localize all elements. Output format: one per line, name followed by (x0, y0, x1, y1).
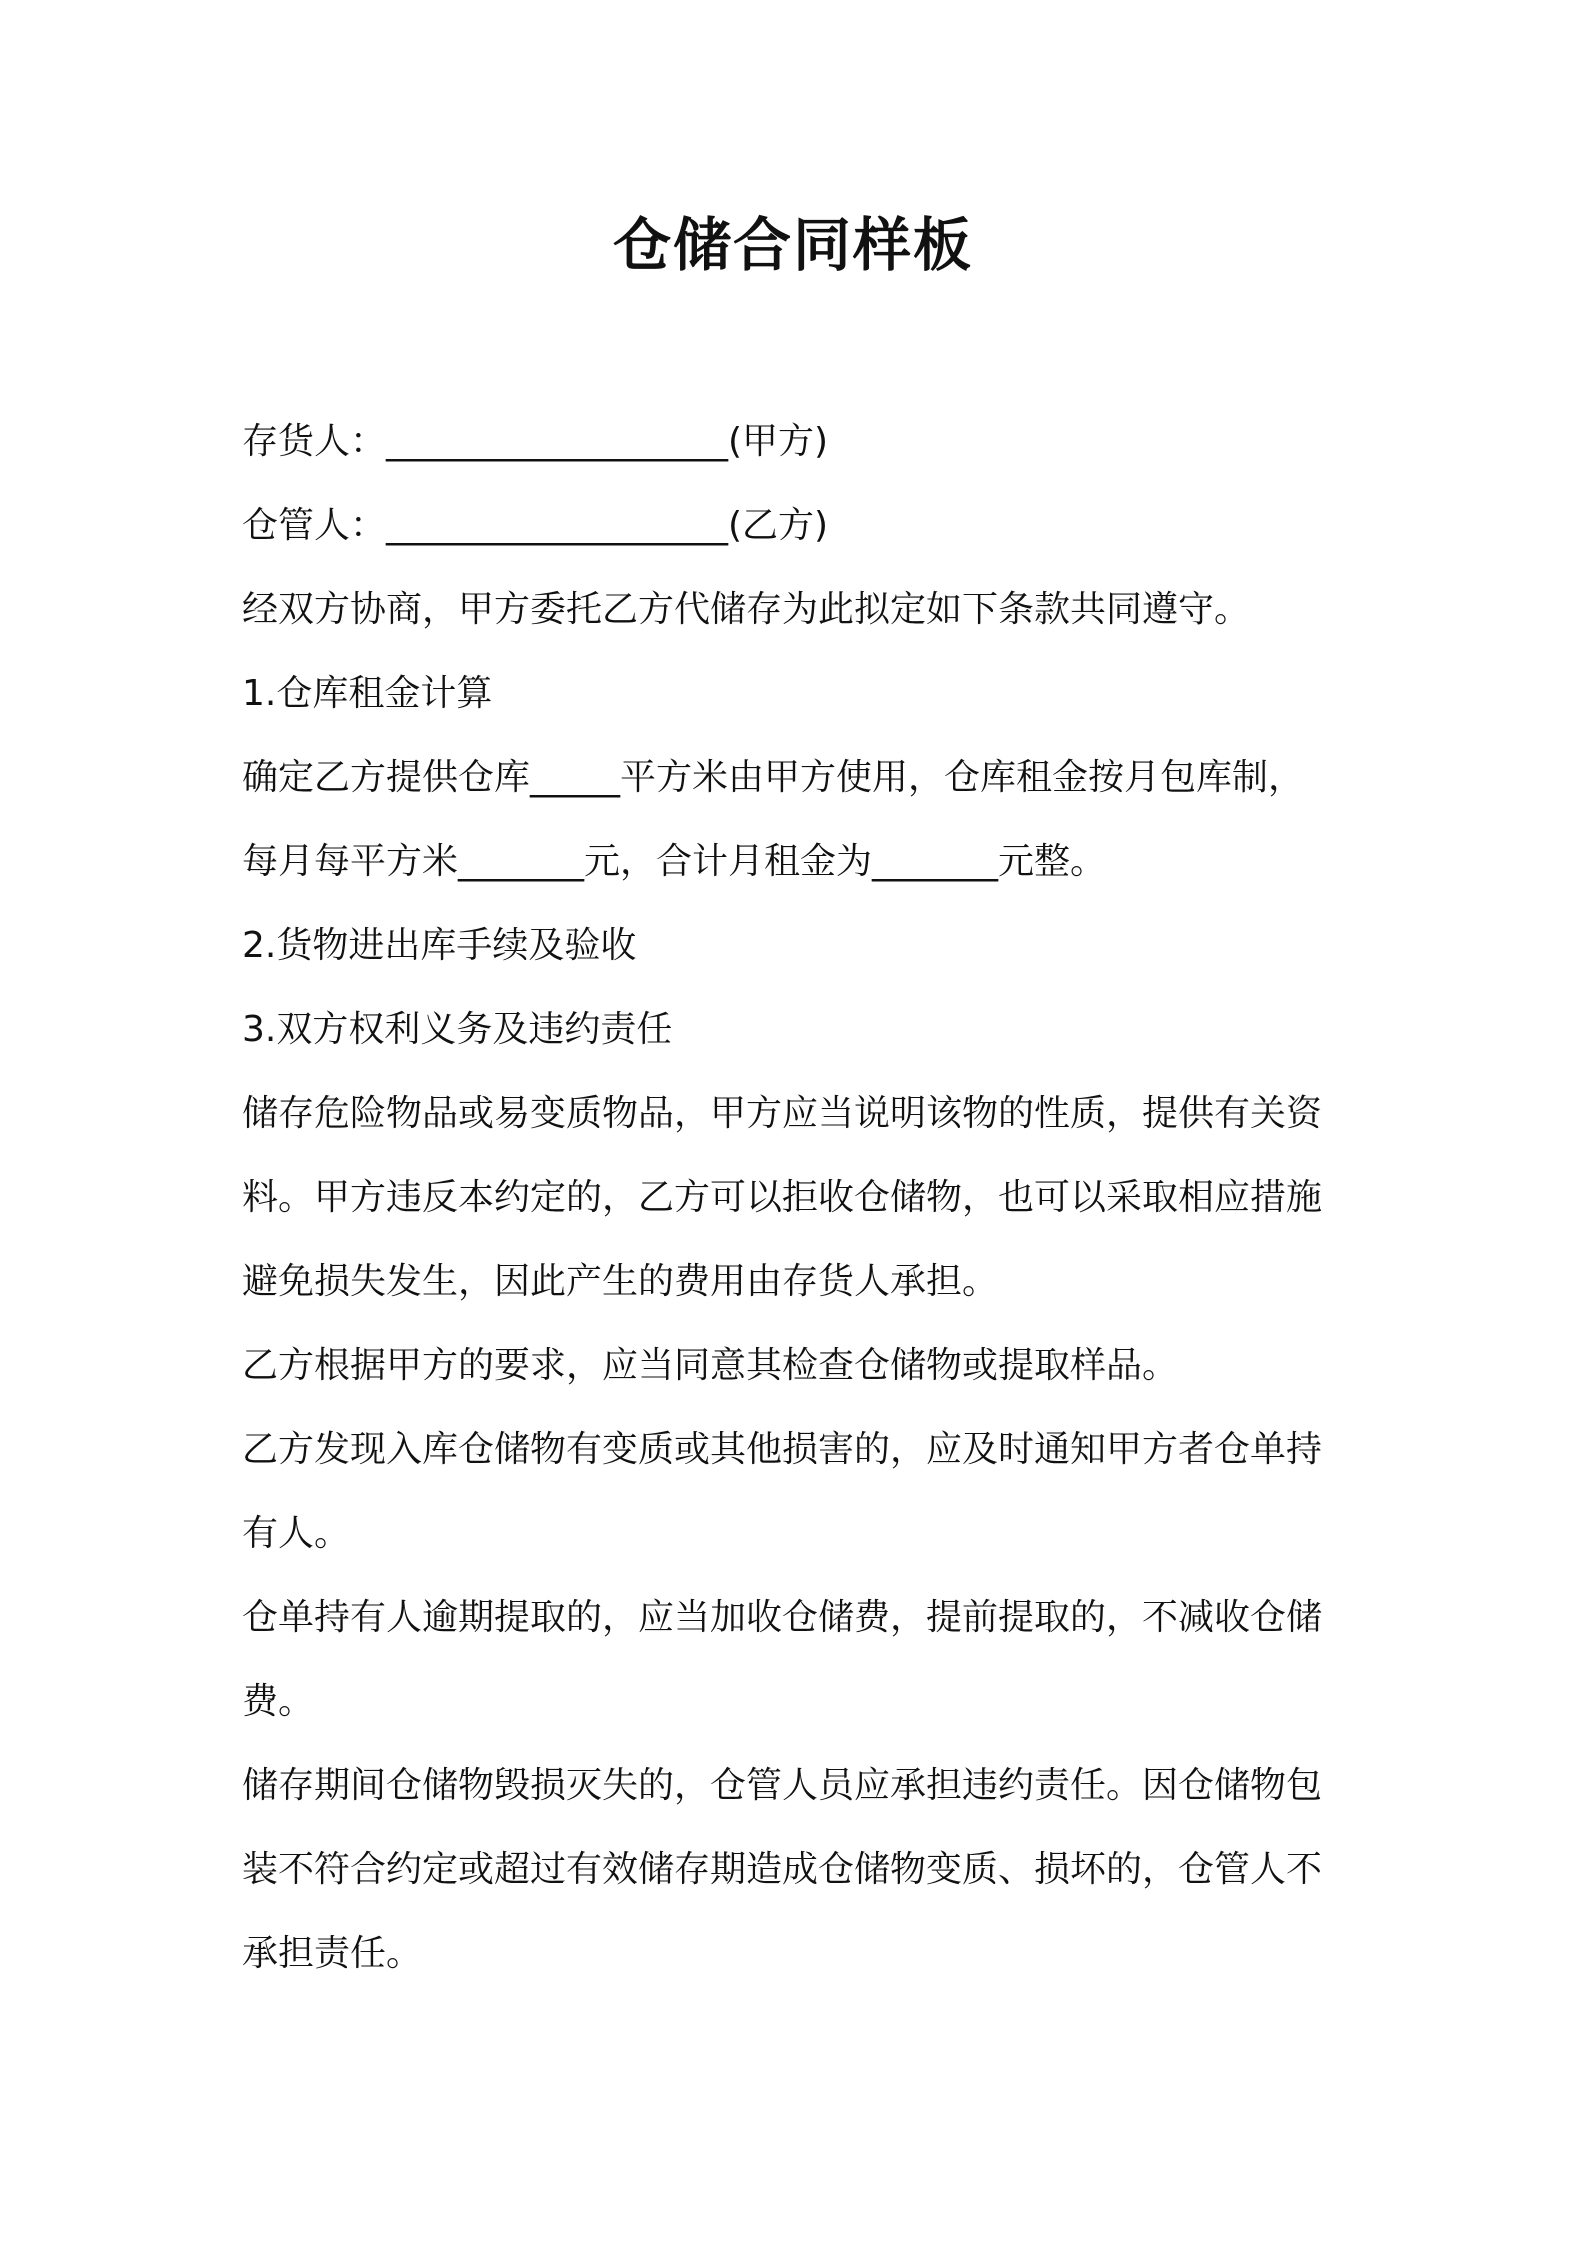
paragraph-line: 装不符合约定或超过有效储存期造成仓储物变质、损坏的，仓管人不 (242, 1849, 1323, 1890)
paragraph-line: 乙方发现入库仓储物有变质或其他损害的，应及时通知甲方者仓单持 (242, 1429, 1323, 1470)
document-title: 仓储合同样板 (612, 211, 973, 279)
section-3-heading: 3.双方权利义务及违约责任 (242, 1009, 673, 1050)
paragraph-line: 乙方根据甲方的要求，应当同意其检查仓储物或提取样品。 (242, 1345, 1179, 1386)
paragraph-line: 仓单持有人逾期提取的，应当加收仓储费，提前提取的，不减收仓储 (242, 1597, 1323, 1638)
depositor-line (242, 400, 1362, 484)
section-3-paragraph-4 (242, 1576, 1362, 1744)
section-1-line-2: 每月每平方米_______元，合计月租金为_______元整。 (242, 841, 1107, 882)
keeper-role: (乙方) (728, 505, 829, 546)
keeper-label: 仓管人： (242, 505, 387, 546)
depositor-label: 存货人： (242, 421, 387, 462)
section-2-heading: 2.货物进出库手续及验收 (242, 925, 637, 966)
paragraph-line: 费。 (242, 1681, 315, 1722)
paragraph-line: 储存期间仓储物毁损灭失的，仓管人员应承担违约责任。因仓储物包 (242, 1765, 1323, 1806)
document-body (242, 400, 1362, 1996)
section-3-paragraph-3 (242, 1408, 1362, 1576)
paragraph-line: 避免损失发生，因此产生的费用由存货人承担。 (242, 1261, 999, 1302)
paragraph-line: 承担责任。 (242, 1933, 423, 1974)
intro-paragraph: 经双方协商，甲方委托乙方代储存为此拟定如下条款共同遵守。 (242, 589, 1251, 630)
keeper-blank: ___________________ (386, 505, 729, 546)
section-3-paragraph-5 (242, 1744, 1362, 1996)
depositor-blank: ___________________ (386, 421, 729, 462)
section-1-heading: 1.仓库租金计算 (242, 673, 493, 714)
section-1-line-1: 确定乙方提供仓库_____平方米由甲方使用，仓库租金按月包库制， (242, 757, 1305, 798)
paragraph-line: 储存危险物品或易变质物品，甲方应当说明该物的性质，提供有关资 (242, 1093, 1323, 1134)
keeper-line (242, 484, 1362, 568)
section-3-paragraph-1 (242, 1072, 1362, 1324)
paragraph-line: 有人。 (242, 1513, 351, 1554)
depositor-role: (甲方) (728, 421, 829, 462)
section-3-paragraph-2 (242, 1324, 1362, 1408)
paragraph-line: 料。甲方违反本约定的，乙方可以拒收仓储物，也可以采取相应措施 (242, 1177, 1323, 1218)
